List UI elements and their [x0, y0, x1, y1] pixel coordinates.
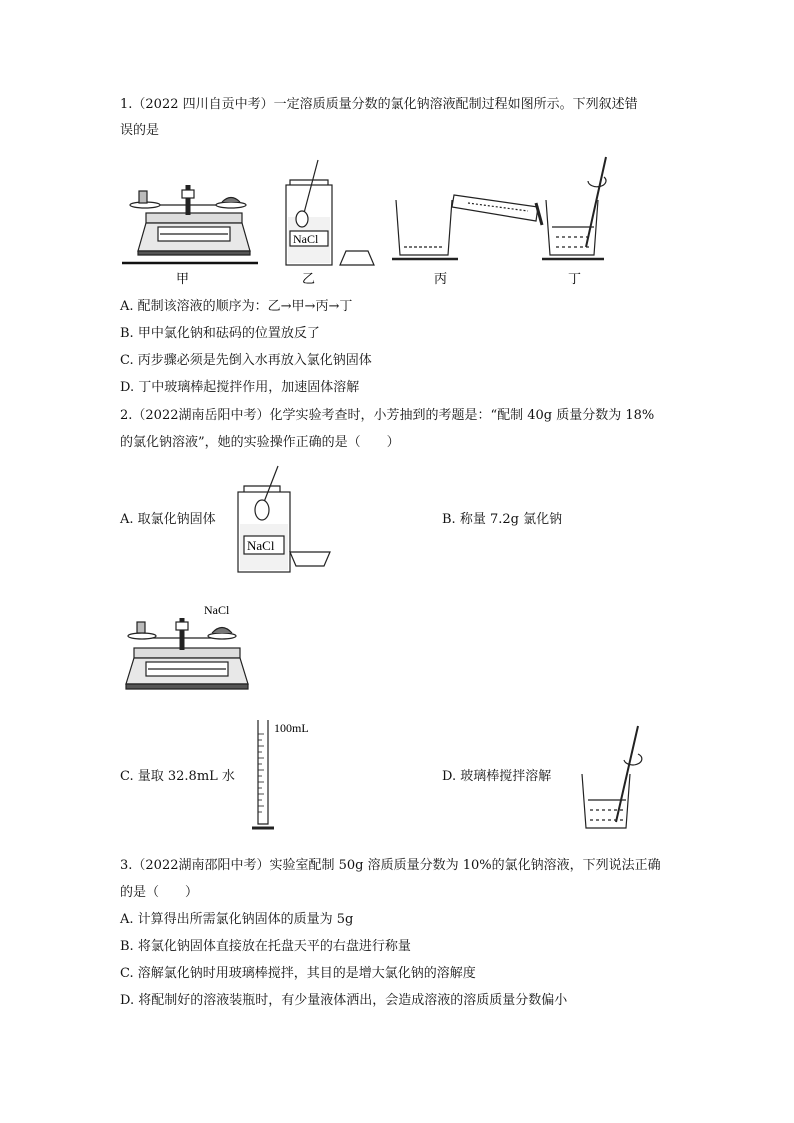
q1-label-bing: 丙	[434, 271, 448, 286]
q3-option-c: C. 溶解氯化钠时用玻璃棒搅拌，其目的是增大氯化钠的溶解度	[120, 966, 476, 981]
q1-option-a: A. 配制该溶液的顺序为：乙→甲→丙→丁	[120, 299, 353, 314]
q1-figure	[118, 155, 618, 290]
q2-nacl-label: NaCl	[247, 538, 275, 553]
q1-label-yi: 乙	[302, 271, 316, 286]
q2-option-b: B. 称量 7.2g 氯化钠	[442, 512, 563, 527]
balance-icon	[130, 185, 250, 255]
q2-option-a: A. 取氯化钠固体	[120, 512, 216, 527]
q1-option-d: D. 丁中玻璃棒起搅拌作用，加速固体溶解	[120, 380, 360, 395]
q1-nacl-label: NaCl	[293, 232, 319, 246]
q1-label-jia: 甲	[176, 271, 190, 286]
q2-stem-line1: 2.（2022湖南岳阳中考）化学实验考查时，小芳抽到的考题是：“配制 40g 质量分数为 18%	[120, 408, 655, 423]
q2-stem-line2: 的氯化钠溶液”，她的实验操作正确的是（ ）	[120, 435, 400, 450]
q3-option-b: B. 将氯化钠固体直接放在托盘天平的右盘进行称量	[120, 939, 411, 954]
q2d-stirring-figure	[576, 724, 646, 832]
q3-stem-line1: 3.（2022湖南邵阳中考）实验室配制 50g 溶质质量分数为 10%的氯化钠溶液，下列说法正确	[120, 858, 661, 873]
q2-option-d: D. 玻璃棒搅拌溶解	[442, 769, 552, 784]
q1-stem-line2: 误的是	[120, 123, 160, 138]
stirring-beaker-icon	[542, 157, 606, 259]
pouring-icon	[392, 195, 542, 259]
q3-stem-line2: 的是（ ）	[120, 885, 199, 900]
q1-option-c: C. 丙步骤必须是先倒入水再放入氯化钠固体	[120, 353, 372, 368]
reagent-bottle-icon	[286, 160, 374, 265]
q3-option-a: A. 计算得出所需氯化钠固体的质量为 5g	[120, 912, 354, 927]
q2-option-c: C. 量取 32.8mL 水	[120, 769, 235, 784]
q3-option-d: D. 将配制好的溶液装瓶时，有少量液体洒出，会造成溶液的溶质质量分数偏小	[120, 993, 568, 1008]
q2c-cylinder-figure	[248, 716, 328, 832]
q2b-balance-figure	[122, 600, 252, 692]
q1-stem-line1: 1.（2022 四川自贡中考）一定溶质质量分数的氯化钠溶液配制过程如图所示。下列叙述错	[120, 97, 638, 112]
q2a-bottle-figure	[230, 462, 340, 577]
q1-option-b: B. 甲中氯化钠和砝码的位置放反了	[120, 326, 320, 341]
q2-cylinder-label: 100mL	[274, 721, 309, 735]
q2-balance-nacl-label: NaCl	[204, 603, 230, 617]
q1-label-ding: 丁	[568, 271, 582, 286]
